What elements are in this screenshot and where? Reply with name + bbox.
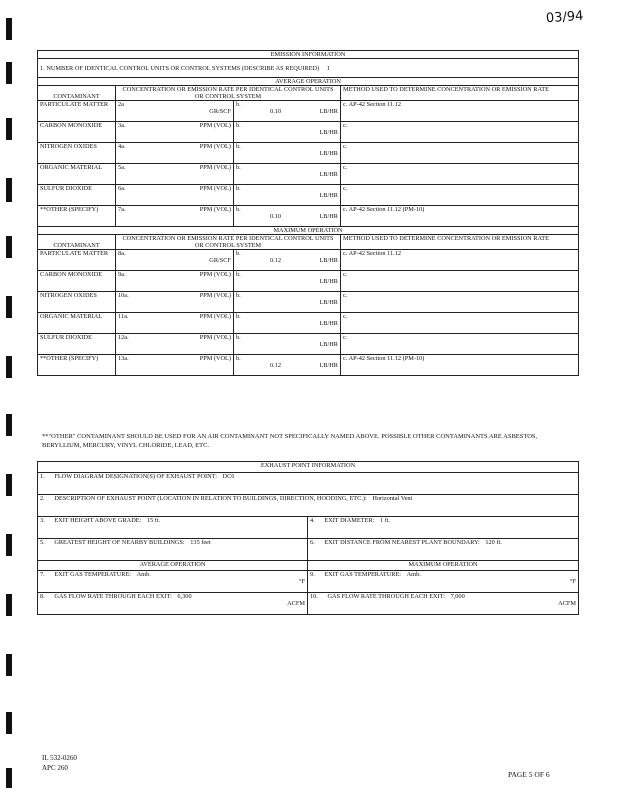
item-letter: b. [236, 206, 241, 213]
item-number: 13a. [118, 355, 129, 362]
exit-diameter-cell [308, 517, 579, 539]
emission-title: EMISSION INFORMATION [38, 51, 579, 59]
avg-gas-flow-value[interactable]: 6,300 [177, 593, 192, 600]
contaminant-name: PARTICULATE MATTER [38, 250, 116, 271]
exit-diameter-label: EXIT DIAMETER: [324, 517, 375, 524]
contaminant-name: SULFUR DIOXIDE [38, 185, 116, 206]
emission-rate-value: 0.10 [270, 108, 282, 115]
method-cell[interactable] [341, 101, 579, 122]
method-cell[interactable] [341, 143, 579, 164]
item-letter: b. [236, 122, 241, 129]
contaminant-row [38, 101, 579, 122]
concentration-unit: PPM (VOL) [199, 164, 231, 171]
item-number: 5. [40, 539, 45, 546]
emission-rate-cell[interactable] [234, 292, 341, 313]
method-cell[interactable] [341, 185, 579, 206]
handwritten-date: 03/94 [545, 8, 584, 27]
contaminant-name: CARBON MONOXIDE [38, 271, 116, 292]
contaminant-name: SULFUR DIOXIDE [38, 334, 116, 355]
emission-rate-value: 0.12 [270, 257, 282, 264]
max-gas-flow-cell [308, 593, 579, 615]
concentration-unit: PPM (VOL) [199, 143, 231, 150]
average-operation-title: AVERAGE OPERATION [38, 78, 579, 86]
item-number: 8. [40, 593, 45, 600]
col-method: METHOD USED TO DETERMINE CONCENTRATION OR EMISSION RATE [341, 235, 579, 250]
max-gas-flow-value[interactable]: 7,000 [450, 593, 465, 600]
emission-rate-value: 0.10 [270, 213, 282, 220]
emission-rate-unit: LB/HR [319, 213, 338, 220]
item-letter: c. [343, 185, 348, 192]
method-cell[interactable] [341, 313, 579, 334]
concentration-unit: GR/SCF [209, 257, 231, 264]
avg-exit-temp-value[interactable]: Amb. [136, 571, 151, 578]
emission-rate-cell[interactable] [234, 250, 341, 271]
item-number: 4a. [118, 143, 126, 150]
contaminant-row [38, 122, 579, 143]
concentration-cell[interactable] [116, 313, 234, 334]
contaminant-row [38, 143, 579, 164]
contaminant-row [38, 250, 579, 271]
max-exit-temp-label: EXIT GAS TEMPERATURE: [324, 571, 402, 578]
item-number: 7. [40, 571, 45, 578]
method-cell[interactable] [341, 122, 579, 143]
emission-table [37, 50, 579, 376]
contaminant-name: NITROGEN OXIDES [38, 143, 116, 164]
emission-rate-unit: LB/HR [319, 192, 338, 199]
item-letter: c. [343, 122, 348, 129]
method-cell[interactable] [341, 206, 579, 227]
emission-rate-unit: LB/HR [319, 257, 338, 264]
item-number: 6a. [118, 185, 126, 192]
exhaust-title: EXHAUST POINT INFORMATION [38, 462, 579, 473]
item-number: 1. [40, 64, 45, 72]
method-value: AP-42 Section 11.12 [348, 101, 402, 108]
concentration-cell[interactable] [116, 122, 234, 143]
contaminant-row [38, 164, 579, 185]
item-number: 8a. [118, 250, 126, 257]
item-letter: b. [236, 185, 241, 192]
emission-rate-cell[interactable] [234, 271, 341, 292]
emission-rate-cell[interactable] [234, 334, 341, 355]
item-letter: c. [343, 143, 348, 150]
method-value: AP-42 Section 11.12 (PM-10) [348, 206, 425, 213]
item-letter: c. [343, 334, 348, 341]
concentration-cell[interactable] [116, 334, 234, 355]
contaminant-row [38, 292, 579, 313]
concentration-unit: PPM (VOL) [199, 185, 231, 192]
contaminant-name: PARTICULATE MATTER [38, 101, 116, 122]
max-exit-temp-unit: °F [569, 578, 577, 585]
method-value: AP-42 Section 11.12 [348, 250, 402, 257]
col-contaminant: CONTAMINANT [38, 235, 116, 250]
item-letter: c. [343, 355, 348, 362]
concentration-unit: PPM (VOL) [199, 122, 231, 129]
identical-units-label: NUMBER OF IDENTICAL CONTROL UNITS OR CONTROL SYSTEMS (DESCRIBE AS REQUIRED) [46, 64, 320, 72]
concentration-unit: PPM (VOL) [199, 206, 231, 213]
contaminant-name: **OTHER (SPECIFY) [38, 206, 116, 227]
item-number: 10a. [118, 292, 129, 299]
average-rows [38, 101, 579, 227]
concentration-cell[interactable] [116, 250, 234, 271]
contaminant-row [38, 206, 579, 227]
emission-rate-cell[interactable] [234, 101, 341, 122]
col-contaminant: CONTAMINANT [38, 86, 116, 101]
concentration-unit: PPM (VOL) [199, 271, 231, 278]
emission-rate-cell[interactable] [234, 143, 341, 164]
max-exit-temp-value[interactable]: Amb. [406, 571, 421, 578]
item-letter: b. [236, 101, 241, 108]
item-number: 11a. [118, 313, 129, 320]
item-letter: c. [343, 164, 348, 171]
avg-gas-flow-label: GAS FLOW RATE THROUGH EACH EXIT: [54, 593, 172, 600]
item-number: 4. [310, 517, 315, 524]
avg-exit-temp-cell [38, 571, 308, 593]
item-number: 2. [40, 495, 45, 502]
method-cell[interactable] [341, 292, 579, 313]
nearby-building-height-value[interactable]: 135 feet [190, 539, 211, 546]
concentration-unit: PPM (VOL) [199, 313, 231, 320]
concentration-unit: GR/SCF [209, 108, 231, 115]
plant-boundary-distance-value[interactable]: 120 ft. [485, 539, 502, 546]
exhaust-description-row [38, 495, 579, 517]
method-cell[interactable] [341, 271, 579, 292]
contaminant-row [38, 185, 579, 206]
concentration-unit: PPM (VOL) [199, 292, 231, 299]
emission-rate-unit: LB/HR [319, 299, 338, 306]
item-number: 10. [310, 593, 318, 600]
item-letter: b. [236, 250, 241, 257]
emission-rate-unit: LB/HR [319, 320, 338, 327]
identical-units-row [38, 59, 579, 78]
avg-gas-flow-cell [38, 593, 308, 615]
emission-rate-unit: LB/HR [319, 341, 338, 348]
exit-height-label: EXIT HEIGHT ABOVE GRADE: [54, 517, 142, 524]
page-number: PAGE 5 OF 6 [508, 770, 550, 779]
emission-rate-cell[interactable] [234, 164, 341, 185]
concentration-cell[interactable] [116, 143, 234, 164]
item-letter: c. [343, 206, 348, 213]
emission-rate-unit: LB/HR [319, 150, 338, 157]
item-letter: c. [343, 101, 348, 108]
concentration-cell[interactable] [116, 164, 234, 185]
plant-boundary-distance-label: EXIT DISTANCE FROM NEAREST PLANT BOUNDARY: [324, 539, 480, 546]
item-letter: b. [236, 355, 241, 362]
item-letter: b. [236, 313, 241, 320]
item-number: 2a [118, 101, 124, 108]
flow-diagram-label: FLOW DIAGRAM DESIGNATION(S) OF EXHAUST POINT: [54, 473, 217, 480]
avg-exit-temp-label: EXIT GAS TEMPERATURE: [54, 571, 132, 578]
item-letter: b. [236, 164, 241, 171]
contaminant-name: ORGANIC MATERIAL [38, 313, 116, 334]
contaminant-name: CARBON MONOXIDE [38, 122, 116, 143]
method-cell[interactable] [341, 355, 579, 376]
concentration-cell[interactable] [116, 101, 234, 122]
method-cell[interactable] [341, 250, 579, 271]
item-number: 9. [310, 571, 315, 578]
concentration-unit: PPM (VOL) [199, 334, 231, 341]
emission-rate-unit: LB/HR [319, 362, 338, 369]
item-number: 7a. [118, 206, 126, 213]
exit-diameter-value[interactable]: 1 ft. [379, 517, 391, 524]
method-cell[interactable] [341, 334, 579, 355]
contaminant-row [38, 334, 579, 355]
form-id: IL 532-0260 [42, 754, 77, 762]
item-letter: c. [343, 313, 348, 320]
item-letter: b. [236, 292, 241, 299]
concentration-unit: PPM (VOL) [199, 355, 231, 362]
emission-rate-cell[interactable] [234, 122, 341, 143]
item-number: 12a. [118, 334, 129, 341]
item-letter: b. [236, 271, 241, 278]
identical-units-value[interactable]: 1 [326, 64, 330, 72]
item-number: 1. [40, 473, 45, 480]
other-contaminant-note: **"OTHER" CONTAMINANT SHOULD BE USED FOR AN AIR CONTAMINANT NOT SPECIFICALLY NAMED ABOVE. POSSIBLE OTHER CONTAMINANTS ARE ASBESTOS, BERYLLIUM, MERCURY, VINYL CHLORIDE, LEAD, ETC. [42, 433, 538, 449]
flow-diagram-value[interactable]: DC6 [222, 473, 235, 480]
nearby-building-height-label: GREATEST HEIGHT OF NEARBY BUILDINGS: [54, 539, 185, 546]
plant-boundary-distance-cell [308, 539, 579, 561]
nearby-building-height-cell [38, 539, 308, 561]
exhaust-description-label: DESCRIPTION OF EXHAUST POINT (LOCATION IN RELATION TO BUILDINGS, DIRECTION, HOODING, ETC.): [54, 495, 367, 502]
apc-number: APC 260 [42, 764, 68, 772]
exhaust-maximum-title: MAXIMUM OPERATION [308, 561, 579, 571]
item-number: 3a. [118, 122, 126, 129]
item-letter: c. [343, 271, 348, 278]
contaminant-name: ORGANIC MATERIAL [38, 164, 116, 185]
exhaust-description-value[interactable]: Horizontal Vent [372, 495, 413, 502]
max-gas-flow-unit: ACFM [558, 600, 577, 607]
avg-gas-flow-unit: ACFM [287, 600, 305, 607]
item-number: 6. [310, 539, 315, 546]
emission-rate-unit: LB/HR [319, 278, 338, 285]
exit-height-value[interactable]: 15 ft. [146, 517, 161, 524]
item-letter: b. [236, 334, 241, 341]
col-rate: CONCENTRATION OR EMISSION RATE PER IDENTICAL CONTROL UNITS OR CONTROL SYSTEM [116, 86, 341, 101]
emission-rate-cell[interactable] [234, 185, 341, 206]
item-letter: b. [236, 143, 241, 150]
emission-rate-unit: LB/HR [319, 129, 338, 136]
emission-rate-unit: LB/HR [319, 171, 338, 178]
concentration-cell[interactable] [116, 355, 234, 376]
contaminant-name: **OTHER (SPECIFY) [38, 355, 116, 376]
item-number: 5a. [118, 164, 126, 171]
exit-height-cell [38, 517, 308, 539]
item-number: 9a. [118, 271, 126, 278]
emission-rate-cell[interactable] [234, 355, 341, 376]
contaminant-row [38, 355, 579, 376]
contaminant-row [38, 313, 579, 334]
maximum-operation-title: MAXIMUM OPERATION [38, 227, 579, 235]
emission-rate-cell[interactable] [234, 313, 341, 334]
exhaust-average-title: AVERAGE OPERATION [38, 561, 308, 571]
emission-rate-cell[interactable] [234, 206, 341, 227]
concentration-cell[interactable] [116, 271, 234, 292]
concentration-cell[interactable] [116, 206, 234, 227]
method-cell[interactable] [341, 164, 579, 185]
method-value: AP-42 Section 11.12 (PM-10) [348, 355, 425, 362]
col-rate: CONCENTRATION OR EMISSION RATE PER IDENTICAL CONTROL UNITS OR CONTROL SYSTEM [116, 235, 341, 250]
concentration-cell[interactable] [116, 185, 234, 206]
max-exit-temp-cell [308, 571, 579, 593]
item-letter: c. [343, 250, 348, 257]
max-gas-flow-label: GAS FLOW RATE THROUGH EACH EXIT: [327, 593, 445, 600]
concentration-cell[interactable] [116, 292, 234, 313]
maximum-rows [38, 250, 579, 376]
emission-rate-unit: LB/HR [319, 108, 338, 115]
emission-rate-value: 0.12 [270, 362, 282, 369]
contaminant-row [38, 271, 579, 292]
item-letter: c. [343, 292, 348, 299]
exhaust-table [37, 461, 579, 615]
col-method: METHOD USED TO DETERMINE CONCENTRATION OR EMISSION RATE [341, 86, 579, 101]
flow-diagram-row [38, 473, 579, 495]
contaminant-name: NITROGEN OXIDES [38, 292, 116, 313]
avg-exit-temp-unit: °F [298, 578, 305, 585]
item-number: 3. [40, 517, 45, 524]
